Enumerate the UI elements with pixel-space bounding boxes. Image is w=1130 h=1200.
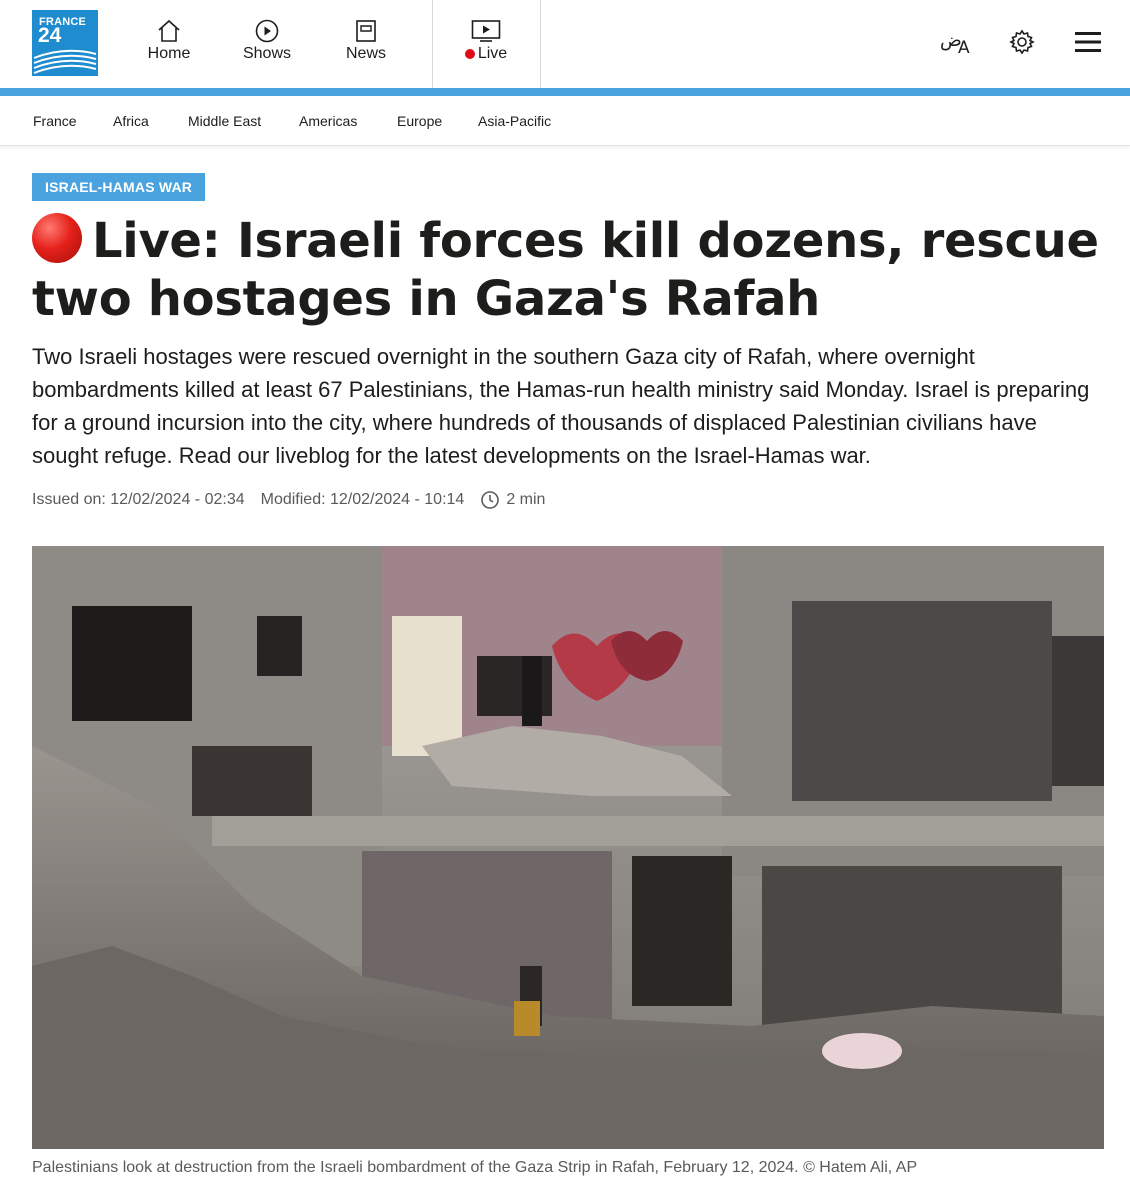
region-link-americas[interactable]: Americas [299, 113, 358, 129]
region-link-europe[interactable]: Europe [397, 113, 443, 129]
news-icon [353, 18, 379, 44]
logo-text-24: 24 [38, 24, 62, 47]
site-header [0, 0, 1130, 88]
brand-stripe [0, 88, 1130, 96]
topic-tag[interactable]: ISRAEL-HAMAS WAR [32, 173, 205, 201]
nav-shows[interactable] [222, 18, 312, 70]
live-red-circle-icon [32, 213, 82, 263]
nav-news[interactable] [321, 18, 411, 70]
article-headline [32, 212, 1112, 328]
nav-news-label: News [345, 45, 386, 62]
read-time: 2 min [506, 491, 546, 508]
article-hero-image [32, 546, 1104, 1149]
settings-gear-icon[interactable] [1009, 29, 1035, 60]
article-title-text: Live: Israeli forces kill dozens, rescue two hostages in Gaza's Rafah [32, 213, 1099, 327]
nav-home[interactable] [124, 18, 214, 70]
language-icon[interactable] [940, 28, 974, 61]
hamburger-menu-icon[interactable] [1074, 31, 1102, 58]
rubble-building-photo [32, 546, 1104, 1149]
region-link-africa[interactable]: Africa [113, 113, 149, 129]
live-dot-icon [465, 49, 475, 59]
modified-date: Modified: 12/02/2024 - 10:14 [260, 491, 465, 508]
home-icon [156, 18, 182, 44]
play-circle-icon [254, 18, 280, 44]
svg-text:ض: ض [940, 30, 962, 51]
live-tv-icon [471, 18, 501, 44]
france24-logo[interactable] [32, 10, 98, 76]
nav-live-text: Live [477, 45, 508, 62]
nav-home-label: Home [147, 45, 191, 62]
article-meta [32, 489, 561, 511]
svg-text:A: A [958, 38, 970, 56]
nav-live[interactable] [441, 18, 531, 70]
nav-shows-label: Shows [242, 45, 292, 62]
issued-date: Issued on: 12/02/2024 - 02:34 [32, 491, 245, 508]
article-lead: Two Israeli hostages were rescued overnight in the southern Gaza city of Rafah, where overnight bombardments killed at least 67 Palestinians, the Hamas-run health ministry said Monday. Israel is preparing for a ground incursion into the city, where hundreds of thousands of displaced Palestinian civilians have sought refuge. Read our liveblog for the latest developments on the Israel-Hamas war. [32, 344, 1090, 468]
clock-icon [480, 490, 500, 510]
regions-nav [0, 96, 1130, 146]
region-link-asia-pacific[interactable]: Asia-Pacific [478, 113, 552, 129]
nav-divider [540, 0, 541, 88]
image-caption: Palestinians look at destruction from the Israeli bombardment of the Gaza Strip in Rafah, February 12, 2024. © Hatem Ali, AP [32, 1159, 918, 1176]
nav-live-label [465, 45, 507, 63]
region-link-france[interactable]: France [33, 113, 77, 129]
nav-divider [432, 0, 433, 88]
region-link-middle-east[interactable]: Middle East [188, 113, 262, 129]
logo-text-france: FRANCE [39, 16, 87, 28]
